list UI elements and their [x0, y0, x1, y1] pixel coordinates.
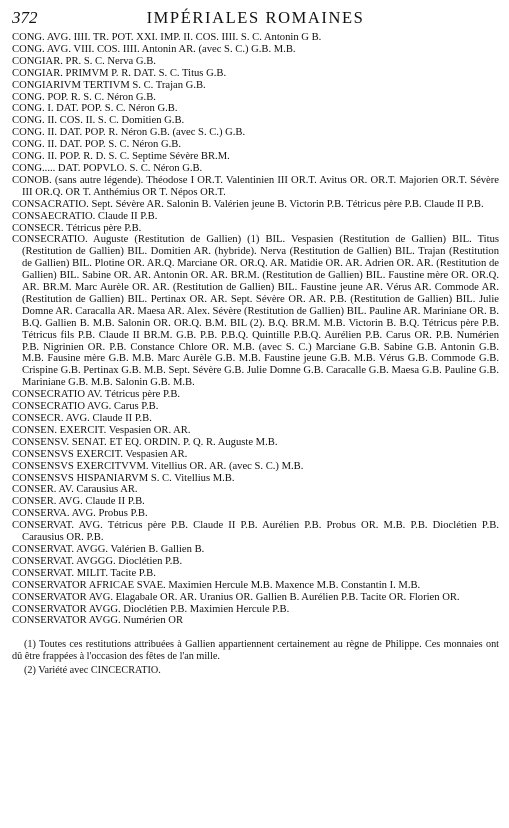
coin-legend-list	[12, 32, 499, 627]
legend-entry: CONG. II. DAT. POP. R. Néron G.B. (avec S. C.) G.B.	[12, 127, 246, 139]
legend-entry: CONSENSVS EXERCIT. Vespasien AR.	[12, 448, 188, 460]
legend-entry: CONSECRATIO AV. Tétricus père P.B.	[12, 389, 181, 401]
legend-entry: CONG. AVG. VIII. COS. IIII. Antonin AR. (avec S. C.) G.B. M.B.	[12, 43, 296, 55]
legend-entry: CONG. II. POP. R. D. S. C. Septime Sévère BR.M.	[12, 151, 230, 163]
legend-entry: CONG. POP. R. S. C. Néron G.B.	[12, 91, 156, 103]
legend-entry: CONG. II. DAT. POP. S. C. Néron G.B.	[12, 139, 182, 151]
legend-entry: CONSERVA. AVG. Probus P.B.	[12, 508, 148, 520]
running-title: IMPÉRIALES ROMAINES	[146, 8, 365, 27]
legend-entry: CONSAECRATIO. Claude II P.B.	[12, 210, 158, 222]
legend-entry: CONGIAR. PRIMVM P. R. DAT. S. C. Titus G.B.	[12, 67, 227, 79]
legend-entry: CONSECR. Tétricus père P.B.	[12, 222, 142, 234]
legend-entry: CONG. II. COS. II. S. C. Domitien G.B.	[12, 115, 185, 127]
legend-entry: CONSENSVS HISPANIARVM S. C. Vitellius M.B.	[12, 472, 235, 484]
legend-entry: CONG. AVG. IIII. TR. POT. XXI. IMP. II. COS. IIII. S. C. Antonin G B.	[12, 32, 322, 43]
legend-entry: CONSERVATOR AVG. Elagabale OR. AR. Uranius OR. Gallien B. Aurélien P.B. Tacite OR. Florien OR.	[12, 591, 460, 603]
legend-entry: CONSERVAT. MILIT. Tacite P.B.	[12, 567, 156, 579]
legend-entry: CONGIARIVM TERTIVM S. C. Trajan G.B.	[12, 79, 206, 91]
legend-entry: CONSERVATOR AFRICAE SVAE. Maximien Hercule M.B. Maxence M.B. Constantin I. M.B.	[12, 579, 421, 591]
legend-entry: CONOB. (sans autre légende). Théodose I OR.T. Valentinien III OR.T. Avitus OR. OR.T. Majorien OR.T. Sévère III OR.Q. OR T. Anthémius OR T. Népos OR.T.	[12, 174, 499, 198]
legend-entry: CONSERVAT. AVGGG. Dioclétien P.B.	[12, 555, 183, 567]
footnotes	[12, 639, 499, 677]
legend-entry: CONSERVATOR AVGG. Numérien OR	[12, 615, 184, 627]
footnote-2: (2) Variété avec CINCECRATIO.	[24, 665, 161, 677]
footnote-1: (1) Toutes ces restitutions attribuées à Gallien appartiennent certainement au règne de Philippe. Ces monnaies ont dû être frappées à l'occasion des fêtes de l'an mille.	[12, 639, 499, 663]
legend-entry: CONSACRATIO. Sept. Sévère AR. Salonin B. Valérien jeune B. Victorin P.B. Tétricus père P.B. Claude II P.B.	[12, 198, 484, 210]
page-number: 372	[12, 8, 38, 27]
legend-entry: CONSERVATOR AVGG. Dioclétien P.B. Maximien Hercule P.B.	[12, 603, 290, 615]
page-header	[12, 6, 499, 32]
legend-entry: CONG. I. DAT. POP. S. C. Néron G.B.	[12, 103, 178, 115]
legend-entry: CONSECRATIO AVG. Carus P.B.	[12, 401, 159, 413]
legend-entry: CONSER. AVG. Claude II P.B.	[12, 496, 145, 508]
legend-entry: CONSENSVS EXERCITVVM. Vitellius OR. AR. (avec S. C.) M.B.	[12, 460, 304, 472]
legend-entry: CONSECRATIO. Auguste (Restitution de Gallien) (1) BIL. Vespasien (Restitution de Gallien) BIL. Titus (Restitution de Gallien) BIL. Domitien AR. (hybride). Nerva (Restitution de Gallien) BIL. Trajan (Restitution de Gallien) BIL. Plotine OR. AR.Q. Marciane OR. OR.Q. AR. Matidie OR. AR. Adrien OR. AR. (Restitution de Gallien) BIL. Sabine OR. AR. Antonin OR. AR. BR.M. (Restitution de Gallien) BIL. Faustine mère OR. OR.Q. AR. BR.M. Marc Aurèle OR. AR. (Restitution de Gallien) BIL. Faustine jeune AR. Vérus AR. Commode AR. (Restitution de Gallien) BIL. Pertinax OR. AR. Sept. Sévère OR. AR. P.B. (Restitution de Gallien) BIL. Julie Domne AR. Caracalla AR. Maesa AR. Alex. Sévère (Restitution de Gallien) BIL. Pauline AR. Mariniane OR. B. B.Q. Gallien B. M.B. Salonin OR. OR.Q. B.M. BIL (2). B.Q. BR.M. M.B. Victorin B. B.Q. Tétricus père P.B. Tétricus fils P.B. Claude II BR.M. G.B. P.B. P.B.Q. Quintille P.B.Q. Aurélien P.B. Carus OR. P.B. Numérien P.B. Nigrinien OR. P.B. Constance Chlore OR. M.B. (avec S. C.) Marciane G.B. Sabine G.B. Antonin G.B. M.B. Fausine mère G.B. M.B. Marc Aurèle G.B. M.B. Faustine jeune G.B. M.B. Vérus G.B. Commode G.B. Crispine G.B. Pertinax G.B. M.B. Sept. Sévère G.B. Julie Domne G.B. Caracalle G.B. Maesa G.B. Pauline G.B. Mariniane G.B. M.B. Salonin G.B. M.B.	[12, 234, 499, 389]
legend-entry: CONG..... DAT. POPVLO. S. C. Néron G.B.	[12, 162, 203, 174]
legend-entry: CONGIAR. PR. S. C. Nerva G.B.	[12, 55, 156, 67]
legend-entry: CONSERVAT. AVGG. Valérien B. Gallien B.	[12, 543, 205, 555]
legend-entry: CONSER. AV. Carausius AR.	[12, 484, 138, 496]
legend-entry: CONSENSV. SENAT. ET EQ. ORDIN. P. Q. R. Auguste M.B.	[12, 436, 278, 448]
legend-entry: CONSECR. AVG. Claude II P.B.	[12, 413, 152, 424]
legend-entry: CONSERVAT. AVG. Tétricus père P.B. Claude II P.B. Aurélien P.B. Probus OR. M.B. P.B. Dioclétien P.B. Carausius OR. P.B.	[12, 520, 499, 544]
legend-entry: CONSEN. EXERCIT. Vespasien OR. AR.	[12, 424, 191, 436]
